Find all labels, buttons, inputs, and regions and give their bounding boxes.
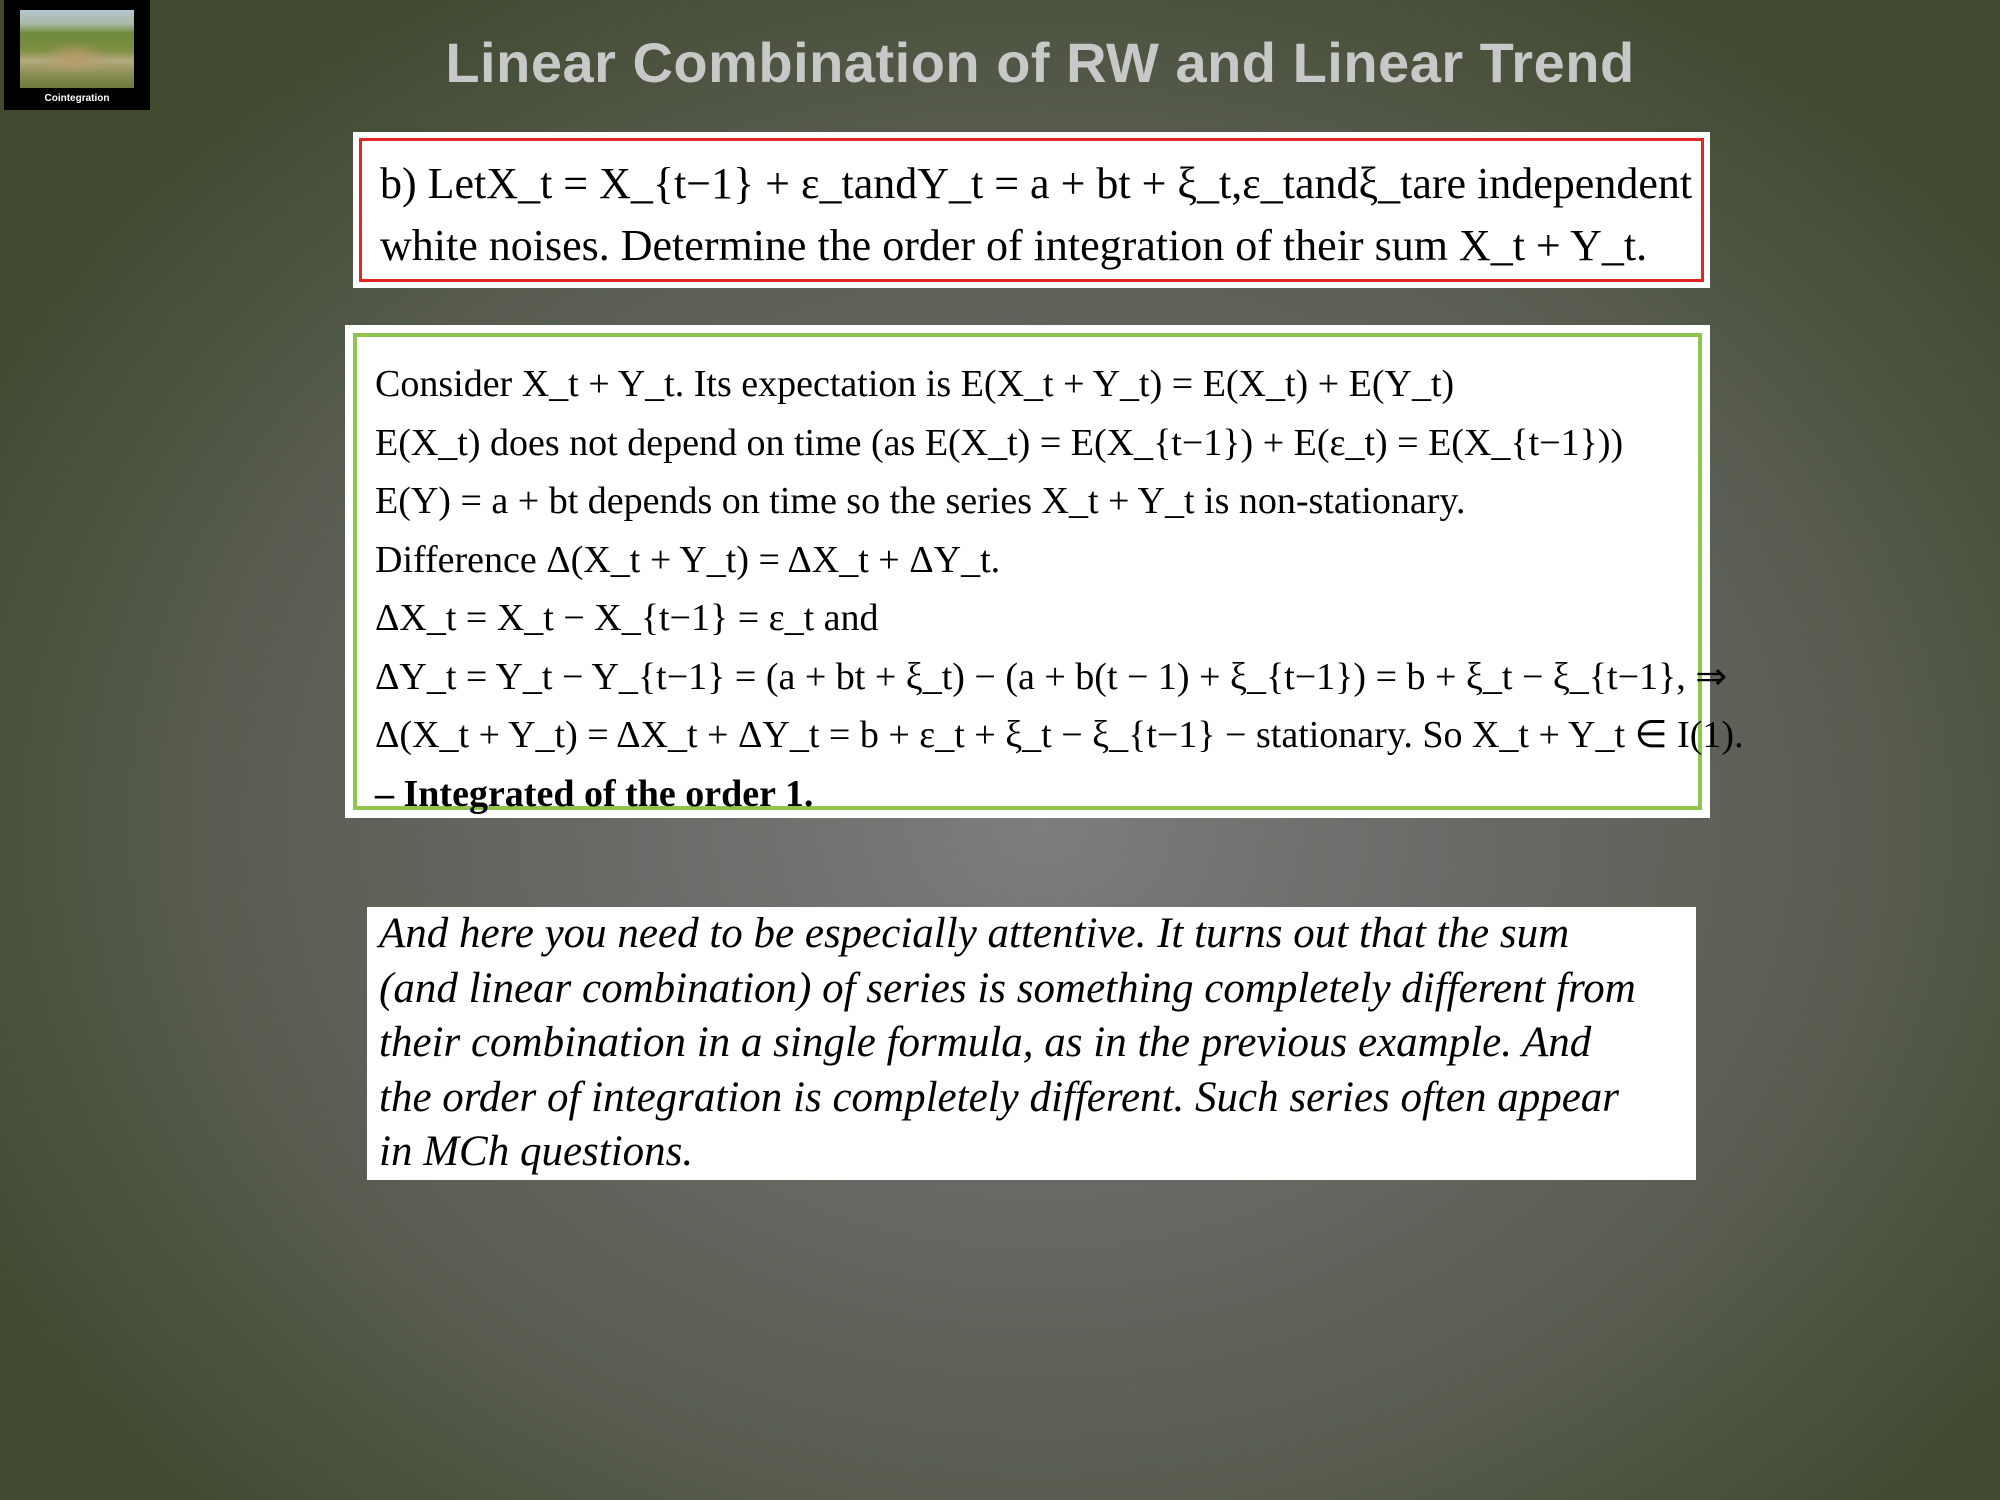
solution-line: Difference Δ(X_t + Y_t) = ΔX_t + ΔY_t. [375,538,1001,581]
problem-token: are independent [1412,159,1693,208]
solution-line: Δ(X_t + Y_t) = ΔX_t + ΔY_t = b + ε_t + ξ_t − ξ_{t−1} − stationary. So X_t + Y_t ∈ I(1). [375,714,1744,756]
solution-line: ΔY_t = Y_t − Y_{t−1} = (a + bt + ξ_t) − (a + b(t − 1) + ξ_{t−1}) = b + ξ_t − ξ_{t−1}, ⇒ [375,655,1728,698]
problem-token: Y_t = a + bt + ξ_t, [917,159,1243,208]
thumbnail-caption: Cointegration [44,93,110,104]
note-text: And here you need to be especially attentive. It turns out that the sum (and linear combination) of series is something completely different from their combination in a single formula, as in the previous example. And the order of integration is completely different. Such series often appear in MCh questions. [379,910,1636,1175]
problem-line-1 [380,153,1693,215]
note-box [367,907,1696,1180]
problem-token: X_t = X_{t−1} + ε_t [486,159,854,208]
problem-token: and [853,159,918,208]
problem-token: b) Let [380,159,487,208]
problem-line-2: white noises. Determine the order of integration of their sum X_t + Y_t. [380,221,1648,270]
slide-title: Linear Combination of RW and Linear Trend [445,31,1635,94]
solution-box [345,325,1744,818]
solution-line: Consider X_t + Y_t. Its expectation is E(X_t + Y_t) = E(X_t) + E(Y_t) [375,363,1455,405]
solution-conclusion: – Integrated of the order 1. [375,772,814,815]
solution-line: E(Y) = a + bt depends on time so the series X_t + Y_t is non-stationary. [375,480,1466,522]
solution-line: E(X_t) does not depend on time (as E(X_t) = E(X_{t−1}) + E(ε_t) = E(X_{t−1})) [375,421,1624,464]
problem-box [353,132,1710,288]
problem-token: and [1294,159,1359,208]
problem-token: ε_t [1242,159,1295,208]
problem-token: ξ_t [1358,159,1413,208]
solution-line: ΔX_t = X_t − X_{t−1} = ε_t and [375,597,879,639]
